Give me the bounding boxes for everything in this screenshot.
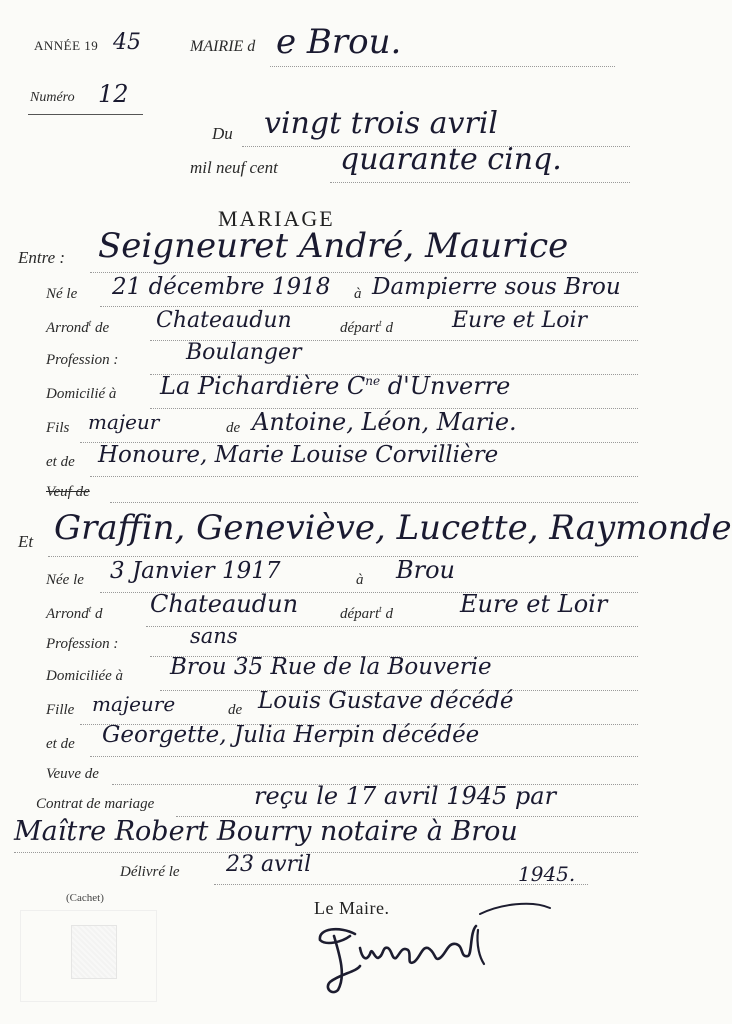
groom-arrond-value: Chateaudun (156, 308, 292, 333)
official-stamp (20, 910, 157, 1002)
cachet-label: (Cachet) (66, 892, 104, 904)
mairie-label: MAIRIE d (190, 38, 256, 55)
maire-label: Le Maire. (314, 898, 390, 918)
mil-label: mil neuf cent (190, 158, 278, 177)
groom-profession-value: Boulanger (186, 340, 302, 365)
bride-depart-value: Eure et Loir (460, 590, 608, 618)
bride-mother: Georgette, Julia Herpin décédée (102, 722, 480, 748)
groom-birthplace: Dampierre sous Brou (372, 274, 621, 300)
fille-label: Fille (46, 702, 75, 718)
groom-arrond-label: Arrond$^t$ de (46, 318, 110, 336)
delivre-value: 23 avril (226, 852, 312, 877)
fille-status: majeure (92, 692, 176, 716)
bride-father-de-label: de (228, 702, 243, 718)
delivre-label: Délivré le (120, 864, 180, 880)
bride-mother-line (90, 756, 638, 757)
ne-label: Né le (46, 286, 78, 302)
bride-father: Louis Gustave décédé (258, 688, 514, 714)
contract-line1: reçu le 17 avril 1945 par (254, 782, 557, 810)
fils-label: Fils (46, 420, 70, 436)
bride-arrond-value: Chateaudun (150, 590, 299, 618)
entre-label: Entre : (18, 248, 66, 267)
mairie-value: e Brou. (276, 22, 402, 62)
bride-name: Graffin, Geneviève, Lucette, Raymonde (54, 508, 732, 548)
groom-profession-label: Profession : (46, 352, 119, 368)
du-value: vingt trois avril (264, 106, 499, 141)
bride-a-label: à (356, 572, 364, 588)
groom-mother-etde-label: et de (46, 454, 75, 470)
veuve-label: Veuve de (46, 766, 99, 782)
contract-label: Contrat de mariage (36, 796, 155, 812)
bride-birthdate: 3 Janvier 1917 (110, 558, 281, 584)
mairie-line (270, 66, 615, 67)
bride-arrond-label: Arrond$^t$ d (46, 604, 103, 622)
numero-underline (28, 114, 143, 115)
mil-value: quarante cinq. (340, 142, 562, 177)
bride-domicile-label: Domiciliée à (46, 668, 124, 684)
bride-name-line (48, 556, 638, 557)
numero-label: Numéro (30, 90, 75, 105)
bride-domicile-value: Brou 35 Rue de la Bouverie (170, 654, 492, 680)
bride-birthplace: Brou (396, 556, 456, 584)
annee-value: 45 (113, 30, 141, 55)
groom-depart-label: départ$^t$ d (340, 318, 393, 336)
delivre-year: 1945. (518, 862, 576, 886)
groom-birthdate: 21 décembre 1918 (112, 274, 331, 300)
bride-profession-label: Profession : (46, 636, 119, 652)
numero-value: 12 (98, 80, 129, 108)
bride-profession-value: sans (190, 624, 238, 648)
veuf-label: Veuf de (46, 484, 90, 500)
bride-mother-etde-label: et de (46, 736, 75, 752)
mil-line (330, 182, 630, 183)
contract-line2-rule (14, 852, 638, 853)
page-title: MARIAGE (218, 206, 335, 231)
contract-line2: Maître Robert Bourry notaire à Brou (14, 816, 518, 847)
groom-domicile-value: La Pichardière $C^{ne}$ d'Unverre (160, 372, 511, 400)
groom-birth-line (100, 306, 638, 307)
et-label: Et (18, 532, 34, 551)
groom-father: Antoine, Léon, Marie. (252, 408, 517, 436)
nee-label: Née le (46, 572, 84, 588)
annee-label: ANNÉE 19 (34, 38, 99, 53)
veuf-line (110, 502, 638, 503)
delivre-line (214, 884, 588, 885)
fils-status: majeur (88, 410, 160, 434)
groom-mother-line (90, 476, 638, 477)
groom-depart-value: Eure et Loir (452, 308, 588, 333)
groom-father-de-label: de (226, 420, 241, 436)
bride-depart-label: départ$^t$ d (340, 604, 393, 622)
groom-name-line (90, 272, 638, 273)
mayor-signature (300, 896, 560, 996)
groom-domicile-label: Domicilié à (46, 386, 117, 402)
du-label: Du (212, 124, 233, 143)
groom-a-label: à (354, 286, 362, 302)
groom-name: Seigneuret André, Maurice (98, 226, 569, 266)
groom-mother: Honoure, Marie Louise Corvillière (98, 442, 499, 468)
